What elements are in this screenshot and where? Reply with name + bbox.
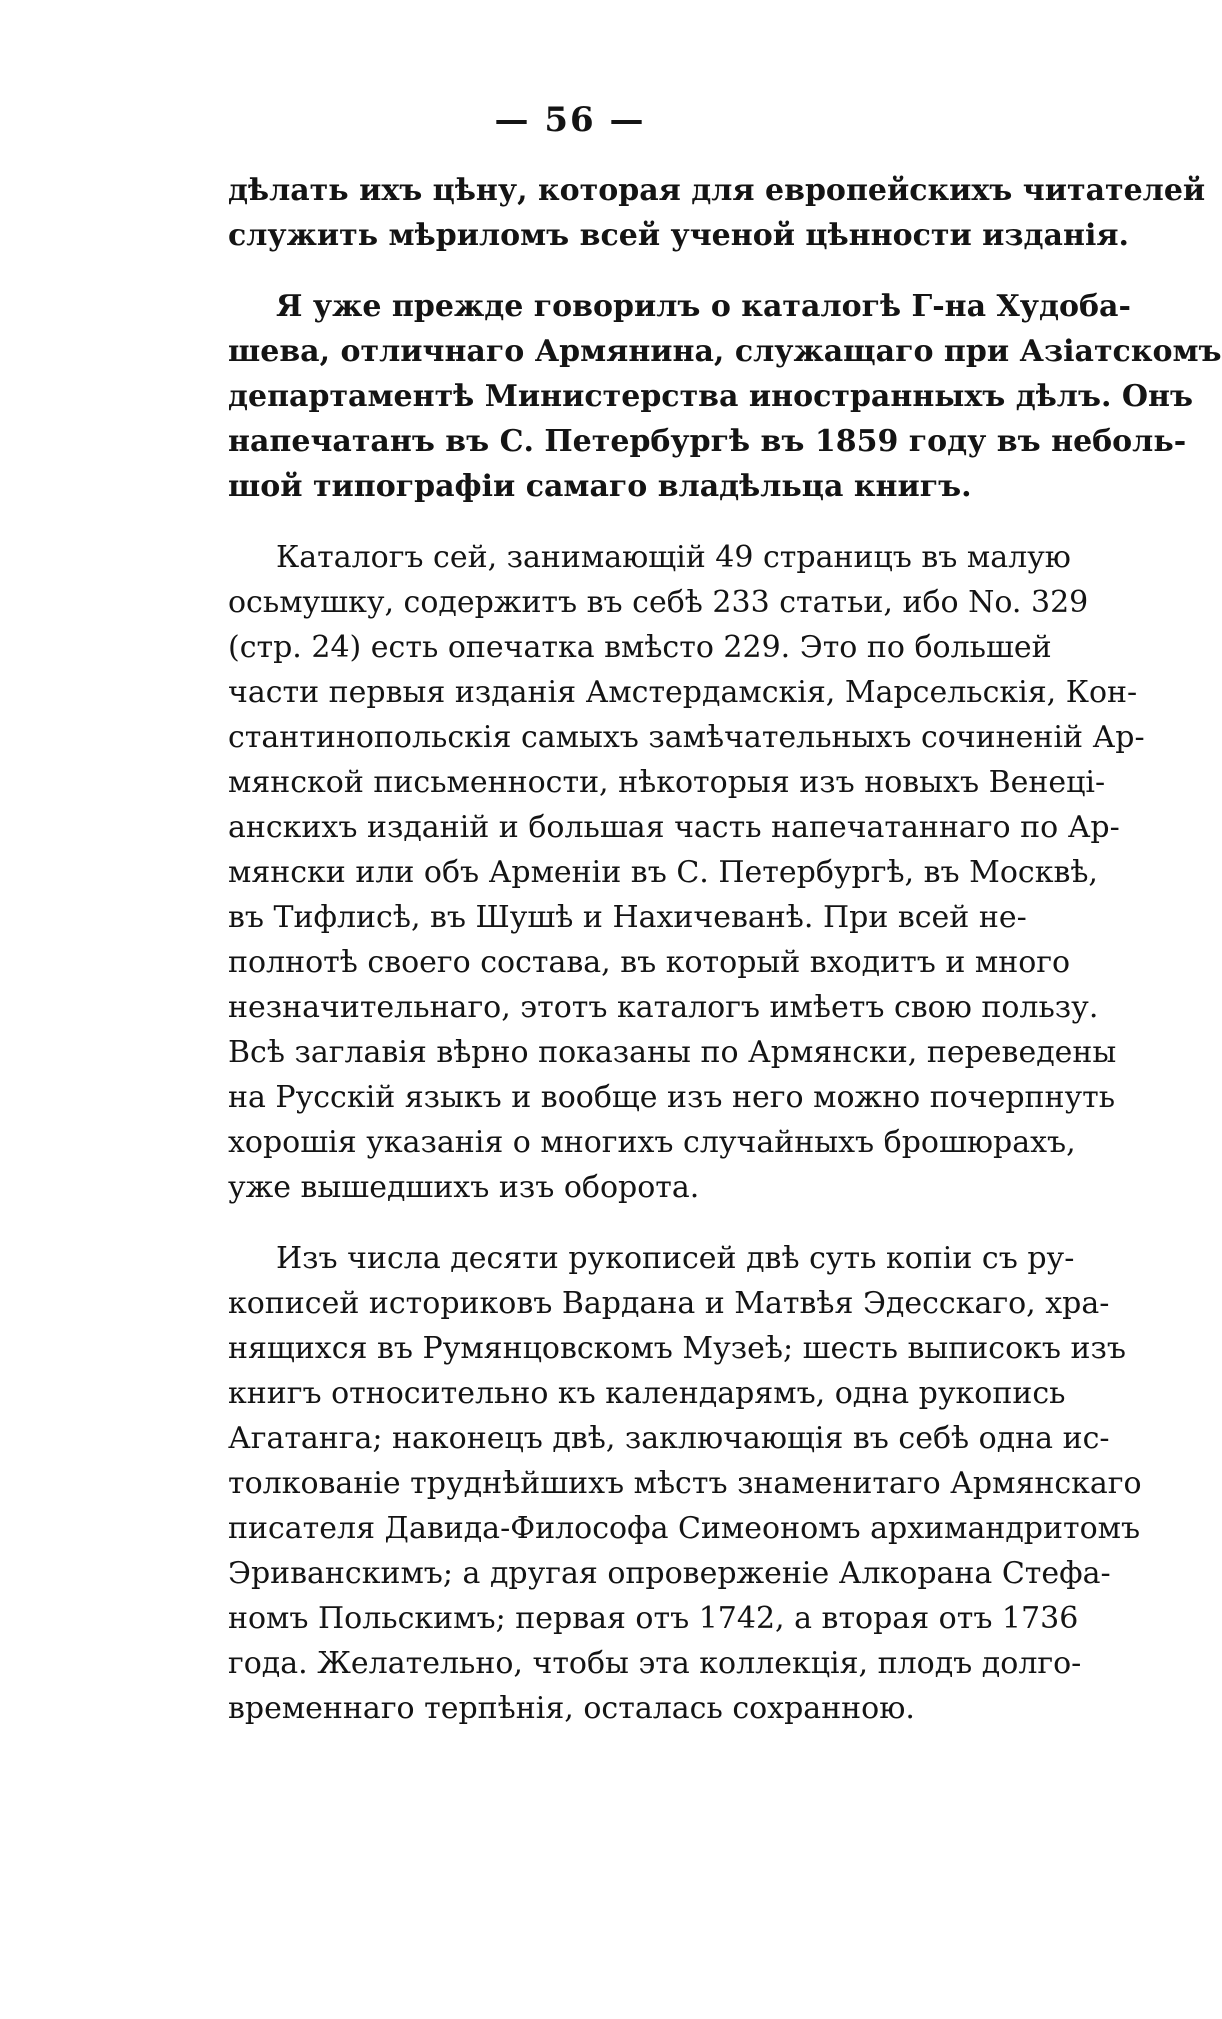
text-line: части первыя изданія Амстердамскія, Марсельскія, Кон- <box>228 675 1138 710</box>
text-line: полнотѣ своего состава, въ который входитъ и много <box>228 945 1071 980</box>
text-line: напечатанъ въ С. Петербургѣ въ 1859 году въ неболь- <box>228 424 1187 459</box>
text-line: въ Тифлисѣ, въ Шушѣ и Нахичеванѣ. При всей не- <box>228 900 1027 935</box>
text-line: незначительнаго, этотъ каталогъ имѣетъ свою пользу. <box>228 990 1099 1025</box>
text-line: на Русскій языкъ и вообще изъ него можно почерпнуть <box>228 1080 1116 1115</box>
text-line: нящихся въ Румянцовскомъ Музеѣ; шесть выписокъ изъ <box>228 1331 1126 1366</box>
text-line: шева, отличнаго Армянина, служащаго при Азіатскомъ <box>228 334 1222 369</box>
text-line: Агатанга; наконецъ двѣ, заключающія въ себѣ одна ис- <box>228 1421 1110 1456</box>
text-line: года. Желательно, чтобы эта коллекція, плодъ долго- <box>228 1646 1082 1681</box>
text-line: дѣлать ихъ цѣну, которая для европейскихъ читателей <box>228 173 1206 208</box>
text-block <box>228 168 1222 1757</box>
text-line: анскихъ изданій и большая часть напечатаннаго по Ар- <box>228 810 1120 845</box>
text-line: временнаго терпѣнія, осталась сохранною. <box>228 1691 915 1726</box>
text-line: Я уже прежде говорилъ о каталогѣ Г-на Худоба- <box>276 289 1131 324</box>
text-line: Изъ числа десяти рукописей двѣ суть копіи съ ру- <box>276 1241 1075 1276</box>
text-line: стантинопольскія самыхъ замѣчательныхъ сочиненій Ар- <box>228 720 1145 755</box>
text-line: департаментѣ Министерства иностранныхъ дѣлъ. Онъ <box>228 379 1193 414</box>
text-line: осьмушку, содержитъ въ себѣ 233 статьи, ибо No. 329 <box>228 585 1089 620</box>
text-line: книгъ относительно къ календарямъ, одна рукопись <box>228 1376 1066 1411</box>
text-line: толкованіе труднѣйшихъ мѣстъ знаменитаго Армянскаго <box>228 1466 1142 1501</box>
text-line: Эриванскимъ; а другая опроверженіе Алкорана Стефа- <box>228 1556 1111 1591</box>
paragraph-2 <box>228 284 1222 509</box>
text-line: писателя Давида-Философа Симеономъ архимандритомъ <box>228 1511 1141 1546</box>
text-line: Всѣ заглавія вѣрно показаны по Армянски, переведены <box>228 1035 1117 1070</box>
text-line: (стр. 24) есть опечатка вмѣсто 229. Это по большей <box>228 630 1052 665</box>
text-line: служить мѣриломъ всей ученой цѣнности изданія. <box>228 218 1129 253</box>
text-line: кописей историковъ Вардана и Матвѣя Эдесскаго, хра- <box>228 1286 1110 1321</box>
text-line: Каталогъ сей, занимающій 49 страницъ въ малую <box>276 540 1071 575</box>
text-line: мянски или объ Арменіи въ С. Петербургѣ, въ Москвѣ, <box>228 855 1098 890</box>
page-number: — 56 — <box>494 100 646 140</box>
text-line: шой типографіи самаго владѣльца книгъ. <box>228 469 972 504</box>
text-line: хорошія указанія о многихъ случайныхъ брошюрахъ, <box>228 1125 1076 1160</box>
paragraph-3 <box>228 535 1145 1210</box>
text-line: мянской письменности, нѣкоторыя изъ новыхъ Венеці- <box>228 765 1106 800</box>
paragraph-1 <box>228 168 1206 258</box>
text-line: уже вышедшихъ изъ оборота. <box>228 1170 700 1205</box>
text-line: номъ Польскимъ; первая отъ 1742, а вторая отъ 1736 <box>228 1601 1079 1636</box>
paragraph-4 <box>228 1236 1142 1731</box>
